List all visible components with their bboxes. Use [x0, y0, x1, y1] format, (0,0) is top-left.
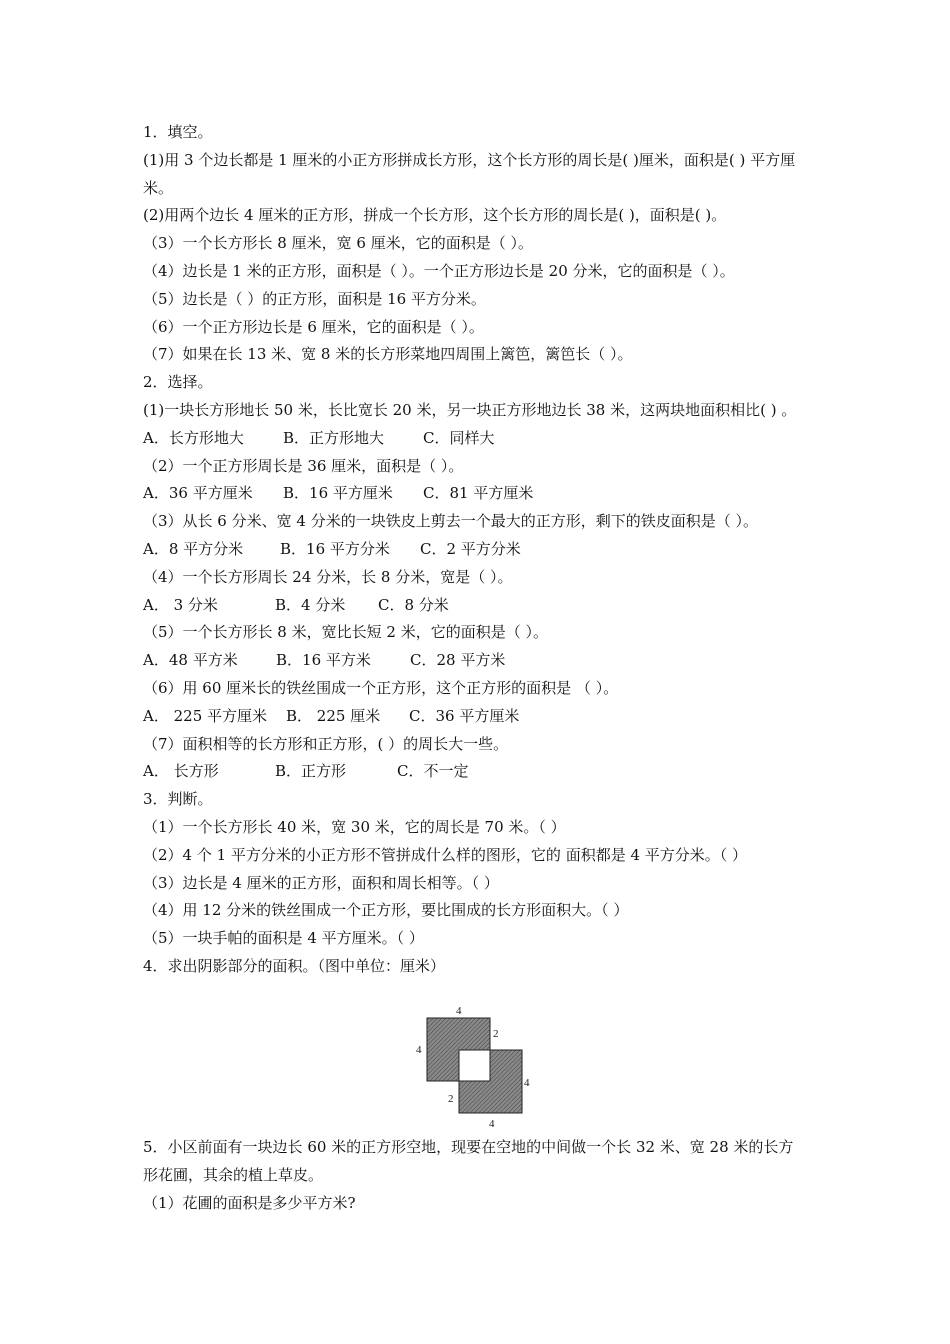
q2-options-5 — [143, 647, 808, 675]
q1-item-2: (2)用两个边长 4 厘米的正方形，拼成一个长方形，这个长方形的周长是( )，面积是( )。 — [143, 206, 727, 225]
q3-item-4: （4）用 12 分米的铁丝围成一个正方形，要比围成的长方形面积大。（ ） — [143, 901, 629, 920]
q2-options-2 — [143, 480, 808, 508]
option-b: B．16 平方厘米 — [283, 484, 393, 503]
q5-block — [143, 1134, 808, 1217]
q1-item-1: (1)用 3 个边长都是 1 厘米的小正方形拼成长方形，这个长方形的周长是( )厘米，面积是( ) 平方厘米。 — [143, 150, 796, 197]
option-a: A．长方形地大 — [143, 428, 244, 447]
label-bottom: 4 — [489, 1118, 495, 1129]
q2-item-4: （4）一个长方形周长 24 分米，长 8 分米，宽是（ ）。 — [143, 567, 513, 586]
option-c: C．8 分米 — [378, 595, 449, 614]
q2-options-6 — [143, 703, 808, 731]
shaded-squares-diagram — [413, 1004, 538, 1129]
option-b: B．4 分米 — [275, 595, 346, 614]
q3-item-3: （3）边长是 4 厘米的正方形，面积和周长相等。（ ） — [143, 873, 499, 892]
option-c: C．不一定 — [397, 762, 469, 781]
option-a: A．48 平方米 — [143, 651, 238, 670]
option-a: A． 长方形 — [143, 762, 219, 781]
q2-options-1 — [143, 425, 808, 453]
option-a: A． 225 平方厘米 — [143, 706, 267, 725]
label-top: 4 — [456, 1005, 462, 1017]
q2-options-7 — [143, 758, 808, 786]
q5-item-1: （1）花圃的面积是多少平方米? — [143, 1193, 356, 1212]
option-b: B． 225 厘米 — [286, 706, 381, 725]
option-a: A．8 平方分米 — [143, 539, 244, 558]
option-b: B．正方形 — [275, 762, 347, 781]
option-c: C．同样大 — [423, 428, 495, 447]
option-b: B．16 平方米 — [276, 651, 371, 670]
option-c: C．81 平方厘米 — [423, 484, 534, 503]
q1-item-7: （7）如果在长 13 米、宽 8 米的长方形菜地四周围上篱笆，篱笆长（ ）。 — [143, 345, 633, 364]
shaded-area-figure — [413, 1004, 538, 1129]
option-a: A．36 平方厘米 — [143, 484, 253, 503]
q1-item-6: （6）一个正方形边长是 6 厘米，它的面积是（ ）。 — [143, 317, 484, 336]
q4-title: 4．求出阴影部分的面积。（图中单位：厘米） — [143, 956, 446, 975]
label-inner-left: 2 — [448, 1093, 454, 1105]
q2-item-5: （5）一个长方形长 8 米，宽比长短 2 米，它的面积是（ ）。 — [143, 623, 548, 642]
q1-item-4: （4）边长是 1 米的正方形，面积是（ ）。一个正方形边长是 20 分米，它的面积是（ ）。 — [143, 261, 735, 280]
label-right: 4 — [524, 1077, 530, 1089]
q2-item-3: （3）从长 6 分米、宽 4 分米的一块铁皮上剪去一个最大的正方形，剩下的铁皮面积是（ ）。 — [143, 512, 758, 531]
q3-item-5: （5）一块手帕的面积是 4 平方厘米。（ ） — [143, 929, 424, 948]
q1-item-5: （5）边长是（ ）的正方形，面积是 16 平方分米。 — [143, 289, 486, 308]
q2-title: 2．选择。 — [143, 373, 213, 392]
option-b: B．16 平方分米 — [280, 539, 390, 558]
q3-title: 3．判断。 — [143, 790, 213, 809]
worksheet-content — [143, 119, 808, 981]
q3-item-2: （2）4 个 1 平方分米的小正方形不管拼成什么样的图形，它的 面积都是 4 平方分米。（ ） — [143, 845, 748, 864]
option-c: C．36 平方厘米 — [409, 706, 520, 725]
label-left: 4 — [416, 1044, 422, 1056]
q2-item-6: （6）用 60 厘米长的铁丝围成一个正方形，这个正方形的面积是 （ ）。 — [143, 678, 619, 697]
option-c: C．28 平方米 — [410, 651, 506, 670]
option-b: B．正方形地大 — [283, 428, 385, 447]
q2-options-3 — [143, 536, 808, 564]
q1-title: 1．填空。 — [143, 123, 213, 141]
label-inner-right: 2 — [493, 1028, 499, 1040]
q2-item-2: （2）一个正方形周长是 36 厘米，面积是（ ）。 — [143, 456, 464, 475]
q2-item-7: （7）面积相等的长方形和正方形，( ）的周长大一些。 — [143, 734, 509, 753]
q5-title: 5．小区前面有一块边长 60 米的正方形空地，现要在空地的中间做一个长 32 米、宽 28 米的长方形花圃，其余的植上草皮。 — [143, 1138, 794, 1184]
overlap-unshaded — [459, 1050, 490, 1081]
option-a: A． 3 分米 — [143, 595, 218, 614]
q1-item-3: （3）一个长方形长 8 厘米，宽 6 厘米，它的面积是（ ）。 — [143, 234, 533, 253]
option-c: C．2 平方分米 — [420, 539, 521, 558]
q2-item-1: (1)一块长方形地长 50 米，长比宽长 20 米，另一块正方形地边长 38 米，这两块地面积相比( ) 。 — [143, 400, 797, 419]
q2-options-4 — [143, 592, 808, 620]
q3-item-1: （1）一个长方形长 40 米，宽 30 米，它的周长是 70 米。（ ） — [143, 817, 566, 836]
